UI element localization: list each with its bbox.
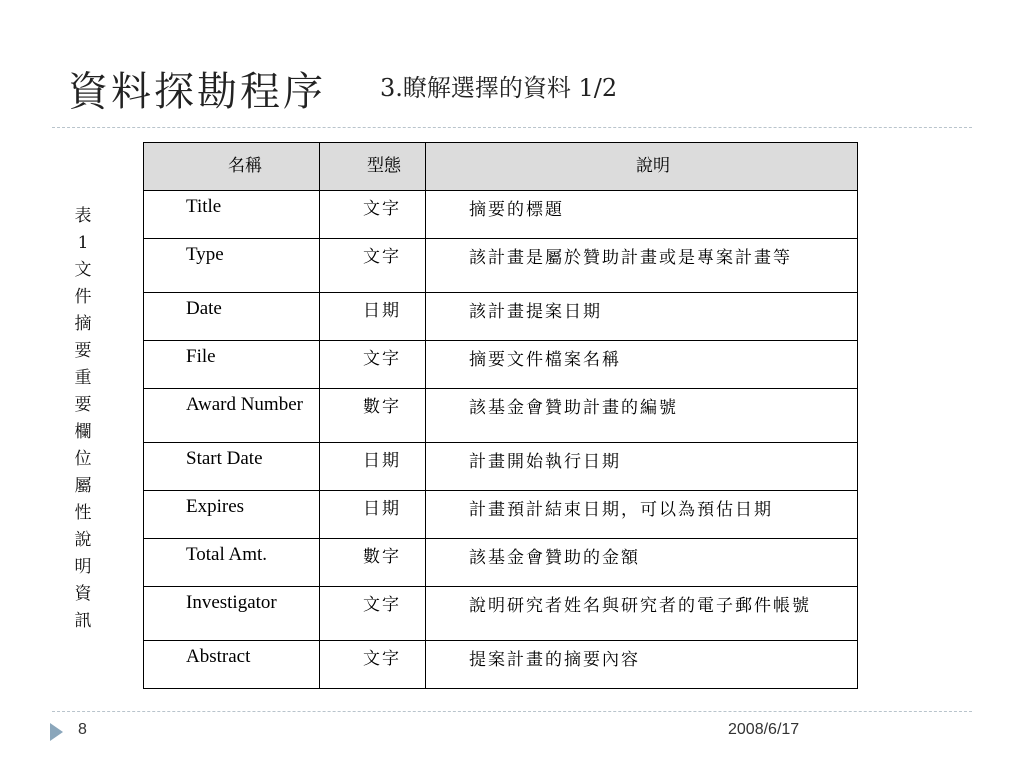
caption-char: 說 (74, 530, 92, 550)
table-row (144, 191, 858, 239)
field-name: Type (144, 239, 320, 293)
field-name: Title (144, 191, 320, 239)
field-description: 提案計畫的摘要內容 (426, 641, 858, 689)
field-description: 說明研究者姓名與研究者的電子郵件帳號 (426, 587, 858, 641)
field-type: 文字 (320, 191, 426, 239)
field-name: File (144, 341, 320, 389)
field-description: 該計畫提案日期 (426, 293, 858, 341)
field-type: 文字 (320, 587, 426, 641)
slide-subtitle: 3.瞭解選擇的資料 1/2 (380, 74, 618, 102)
field-description: 該基金會贊助的金額 (426, 539, 858, 587)
table-row (144, 293, 858, 341)
table-row (144, 341, 858, 389)
field-name: Total Amt. (144, 539, 320, 587)
caption-char: 重 (74, 368, 92, 388)
field-name: Start Date (144, 443, 320, 491)
field-description: 計畫開始執行日期 (426, 443, 858, 491)
table-caption (68, 203, 98, 635)
table-row (144, 641, 858, 689)
table-row (144, 491, 858, 539)
field-name: Abstract (144, 641, 320, 689)
caption-char: 文 (74, 260, 92, 280)
table-row (144, 587, 858, 641)
field-type: 數字 (320, 539, 426, 587)
slide-title: 資料探勘程序 (68, 69, 326, 115)
caption-char: 件 (74, 287, 92, 307)
table-body (144, 191, 858, 689)
field-description: 計畫預計結束日期，可以為預估日期 (426, 491, 858, 539)
caption-char: 要 (74, 395, 92, 415)
field-type: 文字 (320, 239, 426, 293)
top-divider (52, 127, 972, 128)
table-row (144, 389, 858, 443)
caption-char: 屬 (74, 476, 92, 496)
field-type: 文字 (320, 341, 426, 389)
field-type: 日期 (320, 491, 426, 539)
field-name: Date (144, 293, 320, 341)
bottom-divider (52, 711, 972, 712)
page-number: 8 (78, 721, 87, 738)
caption-char: 資 (74, 584, 92, 604)
caption-char: 要 (74, 341, 92, 361)
caption-char: 訊 (74, 611, 92, 631)
header-type: 型態 (320, 143, 426, 191)
table-row (144, 239, 858, 293)
field-name: Award Number (144, 389, 320, 443)
field-attributes-table (143, 142, 858, 689)
triangle-bullet-icon (50, 723, 63, 741)
caption-char: 明 (74, 557, 92, 577)
slide-date: 2008/6/17 (728, 721, 800, 738)
field-type: 文字 (320, 641, 426, 689)
table-row (144, 539, 858, 587)
field-name: Investigator (144, 587, 320, 641)
caption-char: 摘 (74, 314, 92, 334)
table-header (144, 143, 858, 191)
caption-char: 欄 (74, 422, 92, 442)
table-row (144, 443, 858, 491)
field-name: Expires (144, 491, 320, 539)
caption-char: 表 (74, 206, 92, 226)
field-type: 數字 (320, 389, 426, 443)
field-type: 日期 (320, 293, 426, 341)
field-description: 摘要文件檔案名稱 (426, 341, 858, 389)
field-description: 該基金會贊助計畫的編號 (426, 389, 858, 443)
caption-char: 1 (77, 233, 89, 253)
header-description: 說明 (426, 143, 858, 191)
field-description: 摘要的標題 (426, 191, 858, 239)
header-name: 名稱 (144, 143, 320, 191)
field-description: 該計畫是屬於贊助計畫或是專案計畫等 (426, 239, 858, 293)
caption-char: 位 (74, 449, 92, 469)
field-type: 日期 (320, 443, 426, 491)
header-row (144, 143, 858, 191)
caption-char: 性 (74, 503, 92, 523)
